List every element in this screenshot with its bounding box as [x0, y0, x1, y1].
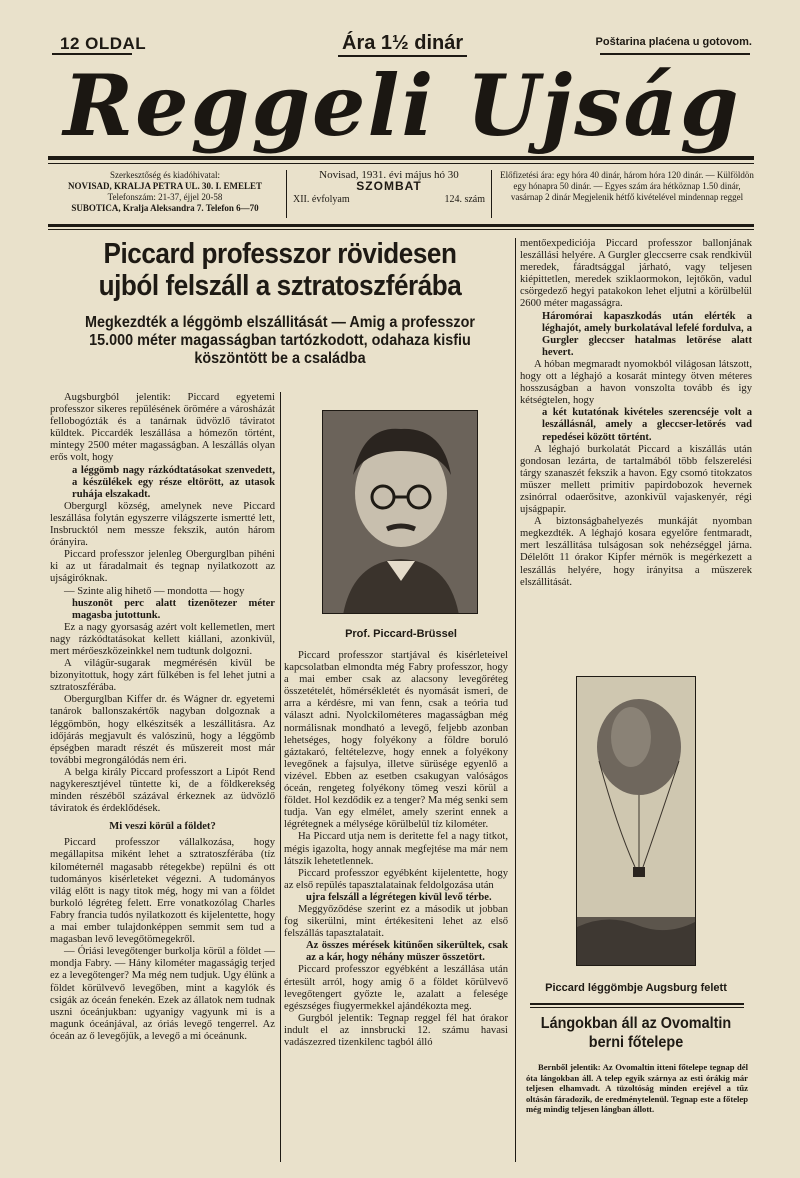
- volume: XII. évfolyam: [293, 194, 350, 205]
- balloon-caption: Piccard léggömbje Augsburg felett: [545, 982, 727, 994]
- sidebox-rule-thin: [530, 1007, 744, 1008]
- article-column-3: [520, 238, 752, 589]
- editorial-line: NOVISAD, KRALJA PETRA UL. 30. I. EMELET: [67, 181, 263, 191]
- paragraph: Ez a nagy gyorsaság azért volt kellemetlen, mert nagy rázkódtatásokat kellett kiállani, azonkivül, mert mérőeszközeinkkel nem tudtunk dolgozni.: [50, 621, 275, 657]
- masthead: [48, 58, 756, 154]
- paragraph: Piccard professzor egyébként a leszállása után értesült arról, hogy amig ő a földet körülvevő levegőtengert győzte le, azalatt a felesége egészséges fiugyermekkel ajándékozta meg.: [284, 964, 508, 1012]
- paragraph: A belga király Piccard professzort a Lipót Rend nagykeresztjével tüntette ki, de a földkerekség minden részéből százával érkeznek az üdvözlő táviratok és érdeklődések.: [50, 766, 275, 815]
- issue-date: Novisad, 1931. évi május hó 30: [319, 169, 459, 181]
- paragraph: — Óriási levegőtenger burkolja körül a földet — mondja Fabry. — Hány kilométer magasságig terjed ez a levegőtenger? Ma még nem tudjuk. Ugy élünk a földet körülvevő levegőben, mint a kagylók és csigák az óceán fenekén. Ezek az állatok nem tudnak uszni óceánjukban: ugyanigy vagyunk mi is a magunk óceánjával, az óriás levegő tengerrel. Az óceán az ő levegőjük, a levegő a mi óceánunk.: [50, 946, 276, 1042]
- newspaper-title: Reggeli Ujság: [63, 56, 741, 155]
- paragraph: Augsburgból jelentik: Piccard egyetemi professzor sikeres repülésének örömére a városházát fellobogózták és a tanárnak üdvözlő táviratot küldtek. Piccardék leszállása a hómezőn történt, mintegy 2500 méter magasságban. A leszállás olyan erős volt, hogy: [50, 392, 275, 464]
- editorial-address: [48, 170, 282, 214]
- bold-paragraph: ujra felszáll a légrétegen kivül levő térbe.: [306, 891, 492, 903]
- info-rule: [48, 224, 754, 227]
- paragraph: Obergurglban Kiffer dr. és Wágner dr. egyetemi tanárok ballonszakértők nagyban dolgoznak a léggömbön, hogy elkészitsék a leszállitásra. Az időjárás megjavult és valószinü, hogy a léggömb épségben maradt részét és műszereit most már további megrongálódás nem éri.: [50, 694, 275, 766]
- editorial-line: Szerkesztőség és kiadóhivatal:: [110, 170, 220, 180]
- paragraph: mentőexpediciója Piccard professzor ballonjának leszállási helyére. A Gurgler gleccserre csak rendkivül meredek, fáradtsággal járható, vagy teljesen kiépittetlen, meredek sziklaormokon, lejtőkön, vadul csörgedező hegyi patakokon lehet eljutni a körülbelül 2600 méter magasságra.: [520, 238, 752, 310]
- bold-paragraph: a két kutatónak kivételes szerencséje volt a leszállásnál, amely a gleccser-letörés vad repedései között történt.: [542, 407, 752, 443]
- paragraph: Meggyőződése szerint ez a második ut jobban fog sikerülni, mint értékesiteni lehet az első felszállás tapasztalatait.: [284, 903, 508, 940]
- paragraph: A biztonságbahelyezés munkáját nyomban megkezdték. A léghajó kosara egyelőre fentmaradt, mert leszállitása tulságosan sok nehézséggel járna. Délelőtt 11 órakor Kipfer mérnök is megérkezett a leszállás helyére, hogy irányitsa a müszerek elszállitását.: [520, 516, 752, 588]
- sidebox-rule: [530, 1003, 744, 1005]
- paragraph: Obergurgl község, amelynek neve Piccard leszállása folytán egyszerre világszerte ismertté lett, Insbrucktól nem messze fekszik, autón három órányira.: [50, 500, 275, 549]
- issue-day: SZOMBAT: [356, 179, 422, 193]
- article-headline: Piccard professzor rövidesen ujból felszáll a sztratoszférába: [98, 238, 462, 302]
- issue-number: 124. szám: [444, 194, 485, 205]
- top-rule-left: [52, 53, 132, 55]
- portrait-caption: Prof. Piccard-Brüssel: [345, 628, 457, 640]
- postage-note: Poštarina plaćena u gotovom.: [595, 36, 752, 48]
- paragraph: Piccard professzor egyébként kijelentette, hogy az első repülés tapasztalatainak feldolgozása után: [284, 867, 508, 891]
- subscription-info: Előfizetési ára: egy hóra 40 dinár, három hóra 120 dinár. — Külföldön egy hónapra 50 dinár. — Egyes szám ára hétköznap 1.50 dinár, vasárnap 2 dinár Megjelenik hétfő kivételével mindennap reggel: [500, 170, 754, 202]
- info-rule-thin: [48, 229, 754, 230]
- top-rule-right: [600, 53, 750, 55]
- bold-paragraph: a léggömb nagy rázkódtatásokat szenvedett, a készülékek egy része eltörött, az utasok ruhája elszakadt.: [72, 464, 275, 500]
- paragraph: A hóban megmaradt nyomokból világosan látszott, hogy ott a léghajó a kosarát mintegy ötven méteres hosszuságban a havon vonszolta tovább és igy kétségtelen, hogy: [520, 358, 752, 407]
- paragraph: A léghajó burkolatát Piccard a kiszállás után gondosan lezárta, de tartalmából több felszerelési tárgy szanaszét fekszik a havon. Egy csomó titokzatos müszer mellett primitiv papirdobozok hevernek zsinórral odaerősitve, azonkivül vajaskenyér, régi ujságpapir.: [520, 443, 752, 516]
- sidebox-text: [526, 1062, 748, 1115]
- article-subheadline: Megkezdték a léggömb elszállitását — Amig a professzor 15.000 méter magasságban tartózkodott, odahaza kisfiu köszöntött be a családba: [85, 314, 475, 367]
- section-subheading: Mi veszi körül a földet?: [109, 821, 216, 833]
- price: Ára 1½ dinár: [338, 32, 467, 57]
- article-column-2: [284, 650, 508, 1049]
- article-column-1: [50, 392, 275, 1043]
- editorial-line: Telefonszám: 21-37, éjjel 20-58: [107, 192, 223, 202]
- sidebox-headline: Lángokban áll az Ovomaltin berni főtelepe: [540, 1015, 732, 1051]
- paragraph: Piccard professzor vállalkozása, hogy megállapitsa miként lehet a sztratoszférába (tíz kilométernél magasabb rétegekbe) repülni és ott tudományos kisérleteket végezni. A tudományos világ előtt is nagy titok még, hogy mi van a földet burkoló légréteg felett. Erre vonatkozólag Charles Fabry francia tudós nyilatkozott és kijelentette, hogy a mai ember tulajdonképpen semmit sem tud a magasban levő levegőtömegekről.: [50, 837, 275, 946]
- sidebox-paragraph: Bernből jelentik: Az Ovomaltin itteni főtelepe tegnap dél óta lángokban áll. A telep egyik szárnya az esti órákig már teljesen elhamvadt. A tüzoltóság minden erejével a tűz oltásán fáradozik, de eredménytelenül. Tegnap este a főtelep még mindig teljesen lángban állott.: [526, 1062, 748, 1114]
- masthead-rule-thin: [48, 163, 754, 164]
- paragraph: Piccard professzor startjával és kisérleteivel kapcsolatban elmondta még Fabry professzor, hogy a mai ember csak az alacsony levegőréteg összetételét, hőmérsékletét és nyomását ismeri, de arra a kérdésre, mi van fenn, csak a teória tud választ adni. Nyolckilométeres magasságban még normálisnak mondható a levegő, feljebb azonban lehetséges, hogy folyékony a földre boruló gáztakaró, feltételezve, hogy ennek a folyékony levegőnek a fajsulya, illetve sürüsége egyenlő a vizével. Ebben az esetben csakugyan valóságos óceán, rengeteg folyékony tömeg veszi körül a földet. Hol kezdődik ez a tenger? Ma még senki sem tudja. Van egy elmélet, amely szerint ennek a légrétegnek a mélysége körülbelül tíz kilométer.: [284, 650, 508, 831]
- bold-paragraph: huszonöt perc alatt tizenötezer méter magasba jutottunk.: [72, 597, 275, 621]
- column-rule: [280, 392, 281, 1162]
- masthead-rule: [48, 156, 754, 160]
- column-rule: [515, 238, 516, 1162]
- balloon-photo: [576, 676, 696, 966]
- paragraph: — Szinte alig hihető — mondotta — hogy: [64, 585, 245, 597]
- paragraph: A világür-sugarak megmérésén kivül be bizonyitottuk, hogy zárt fülkében is fel lehet jutni a sztratoszférába.: [50, 658, 275, 694]
- issue-info: [286, 170, 492, 218]
- bold-paragraph: Háromórai kapaszkodás után elérték a léghajót, amely burkolatával lefelé fordulva, a Gurgler gleccser hatalmas letörése alatt hevert.: [542, 310, 752, 358]
- page-count: 12 OLDAL: [60, 34, 147, 53]
- top-line: [52, 34, 752, 54]
- bold-paragraph: Az összes mérések kitünően sikerültek, csak az a kár, hogy néhány müszer összetört.: [306, 940, 508, 964]
- paragraph: Gurgból jelentik: Tegnap reggel fél hat órakor indult el az innsbrucki 12. számu havasi vadászezred tizenkilenc tagból álló: [284, 1012, 508, 1048]
- paragraph: Ha Piccard utja nem is deritette fel a nagy titkot, mégis igazolta, hogy annak megfejtése ma már nem látszik lehetetlennek.: [284, 831, 508, 867]
- portrait-photo: [322, 410, 478, 614]
- editorial-line: SUBOTICA, Kralja Aleksandra 7. Telefon 6—70: [71, 203, 259, 213]
- paragraph: Piccard professzor jelenleg Obergurglban pihéni ki az ut fáradalmait és tegnap nyilatkozott az ujságiróknak.: [50, 549, 275, 585]
- article-headline-block: [48, 238, 512, 368]
- info-block: [48, 170, 754, 220]
